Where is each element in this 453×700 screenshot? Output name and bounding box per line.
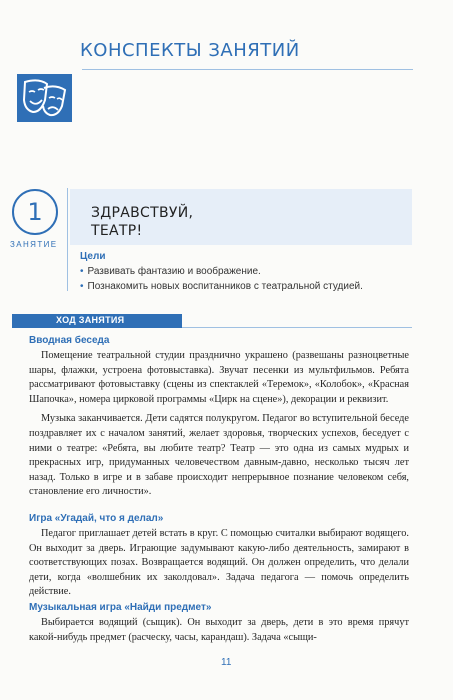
lesson-title: ЗДРАВСТВУЙ, ТЕАТР!: [91, 205, 194, 239]
game-guess-block: [29, 513, 409, 600]
section-title: ХОД ЗАНЯТИЯ: [56, 315, 125, 325]
paragraph: Помещение театральной студии празднично украшено (развешаны разноцветные шары, флажки, устроена фотовыставка). Звучат песенки из мультфильмов. Ребята рассматривают фотовыставку (сцены из спектаклей «Теремок», «Колобок», «Красная Шапочка», номера цирковой программы «Цирк на сцене»), декорации и реквизит.: [29, 350, 409, 405]
paragraph: Выбирается водящий (сыщик). Он выходит за дверь, дети в это время прячут какой-нибудь предмет (расческу, часы, карандаш). Задача «сыщи-: [29, 617, 409, 643]
music-game-block: [29, 602, 409, 645]
sub-heading: Вводная беседа: [29, 335, 110, 346]
goal-item: • Познакомить новых воспитанников с театральной студией.: [80, 281, 363, 292]
goal-item-text: Познакомить новых воспитанников с театральной студией.: [87, 281, 363, 292]
sub-heading: Игра «Угадай, что я делал»: [29, 513, 164, 524]
lesson-number: 1: [12, 189, 58, 235]
header-rule: [82, 69, 413, 70]
intro-talk-block: [29, 335, 409, 500]
goal-item: • Развивать фантазию и воображение.: [80, 266, 261, 277]
lesson-divider: [67, 188, 68, 291]
section-rule: [182, 327, 412, 328]
sub-heading: Музыкальная игра «Найди предмет»: [29, 602, 212, 613]
goals-title: Цели: [80, 251, 106, 262]
paragraph: Музыка заканчивается. Дети садятся полукругом. Педагог во вступительной беседе поздравляет их с началом занятий, желает здоровья, творческих успехов, беседует с ними о театре: «Ребята, вы любите театр? Театр — это одна из самых мудрых и прекрасных игр, придуманных человечеством давным-давно, несколько тысяч лет назад. Только в игре и в забаве происходит непрерывное познание человеком себя, становление его личности».: [29, 413, 409, 498]
lesson-label: ЗАНЯТИЕ: [10, 240, 58, 249]
page-number: 11: [221, 657, 232, 668]
goal-item-text: Развивать фантазию и воображение.: [87, 266, 261, 277]
paragraph: Педагог приглашает детей встать в круг. С помощью считалки выбирают водящего. Он выходит за дверь. Играющие задумывают какую-либо деятельность, замирают в соответствующих позах. Возвращается водящий. Он должен определить, что делали дети, когда «волшебник их заколдовал». Задача педагога — помочь определить действие.: [29, 528, 409, 598]
theatre-masks-icon: [17, 74, 72, 122]
goals-list: [80, 264, 363, 294]
page-header-title: КОНСПЕКТЫ ЗАНЯТИЙ: [80, 40, 300, 61]
